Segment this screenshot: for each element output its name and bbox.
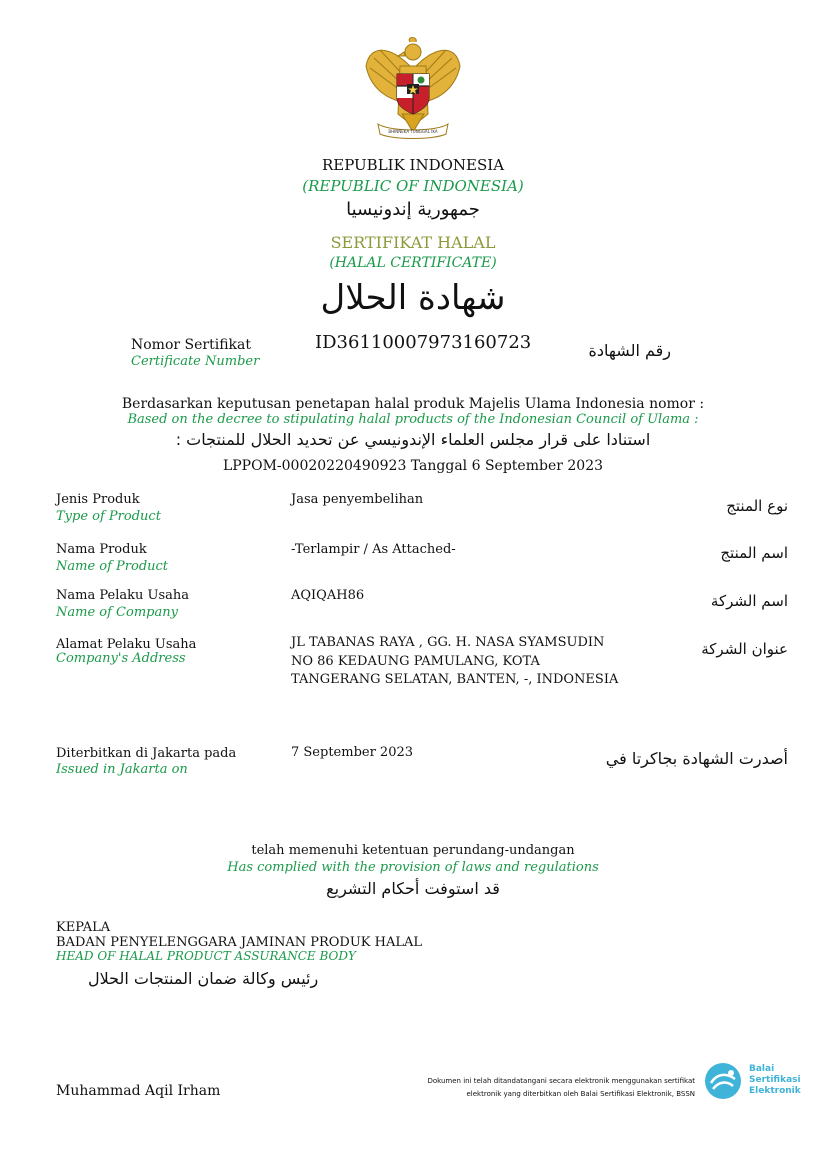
product-type-label-ar: نوع المنتج [726, 497, 788, 515]
compliance-text-ar: قد استوفت أحكام التشريع [326, 879, 500, 898]
certificate-label-ar: رقم الشهادة [588, 341, 671, 360]
product-type-value: Jasa penyembelihan [291, 492, 424, 507]
product-name-label-id: Nama Produk [56, 542, 147, 557]
product-type-label-en: Type of Product [56, 509, 161, 524]
title-en: (HALAL CERTIFICATE) [329, 255, 497, 271]
country-en: (REPUBLIC OF INDONESIA) [302, 177, 524, 195]
company-name-label-ar: اسم الشركة [710, 592, 788, 610]
company-address-label-ar: عنوان الشركة [701, 640, 788, 658]
bsre-logo-line2: Sertifikasi [749, 1075, 801, 1085]
bsre-logo-line3: Elektronik [749, 1086, 801, 1096]
decree-text-id: Berdasarkan keputusan penetapan halal produk Majelis Ulama Indonesia nomor : [121, 396, 705, 412]
certificate-label-id: Nomor Sertifikat [131, 337, 251, 353]
product-name-value: -Terlampir / As Attached- [291, 542, 456, 557]
company-name-label-en: Name of Company [56, 605, 178, 620]
issued-label-ar: أصدرت الشهادة بجاكرتا في [605, 749, 788, 768]
signatory-title-line2: BADAN PENYELENGGARA JAMINAN PRODUK HALAL [56, 935, 423, 950]
certificate-number: ID36110007973160723 [315, 332, 532, 353]
compliance-text-en: Has complied with the provision of laws and regulations [227, 860, 599, 875]
title-ar: شهادة الحلال [320, 278, 506, 318]
signatory-title-ar: رئيس وكالة ضمان المنتجات الحلال [88, 969, 319, 988]
company-name-label-id: Nama Pelaku Usaha [56, 588, 189, 603]
company-address-label-en: Company's Address [56, 651, 186, 666]
decree-text-en: Based on the decree to stipulating halal products of the Indonesian Council of Ulama : [127, 412, 699, 427]
company-address-label-id: Alamat Pelaku Usaha [56, 637, 197, 652]
compliance-text-id: telah memenuhi ketentuan perundang-undangan [251, 843, 575, 858]
emblem-motto: BHINNEKA TUNGGAL IKA [388, 129, 438, 134]
e-sign-note-line1: Dokumen ini telah ditandatangani secara elektronik menggunakan sertifikat [427, 1077, 695, 1085]
company-address-line1: JL TABANAS RAYA , GG. H. NASA SYAMSUDIN [291, 635, 605, 650]
country-ar: جمهورية إندونيسيا [346, 199, 480, 220]
decree-reference: LPPOM-00020220490923 Tanggal 6 September 2023 [222, 458, 604, 474]
signatory-title-line1: KEPALA [56, 920, 111, 935]
company-name-value: AQIQAH86 [291, 588, 365, 603]
bsre-logo-icon [703, 1061, 743, 1101]
issued-value: 7 September 2023 [291, 745, 414, 760]
garuda-emblem [360, 36, 466, 140]
e-sign-note-line2: elektronik yang diterbitkan oleh Balai Sertifikasi Elektronik, BSSN [466, 1090, 695, 1098]
signatory-title-en: HEAD OF HALAL PRODUCT ASSURANCE BODY [56, 949, 356, 963]
company-address-line2: NO 86 KEDAUNG PAMULANG, KOTA [291, 654, 540, 669]
certificate-label-en: Certificate Number [131, 354, 260, 369]
bsre-logo-line1: Balai [749, 1064, 775, 1074]
decree-text-ar: استنادا على قرار مجلس العلماء الإندونيسي عن تحديد الحلال للمنتجات : [175, 430, 651, 449]
signatory-name: Muhammad Aqil Irham [56, 1083, 221, 1099]
product-name-label-ar: اسم المنتج [720, 544, 788, 562]
company-address-line3: TANGERANG SELATAN, BANTEN, -, INDONESIA [291, 672, 619, 687]
title-id: SERTIFIKAT HALAL [330, 233, 496, 252]
country-id: REPUBLIK INDONESIA [321, 156, 505, 174]
product-type-label-id: Jenis Produk [56, 492, 140, 507]
issued-label-en: Issued in Jakarta on [56, 762, 188, 777]
issued-label-id: Diterbitkan di Jakarta pada [56, 746, 237, 761]
product-name-label-en: Name of Product [56, 559, 169, 574]
